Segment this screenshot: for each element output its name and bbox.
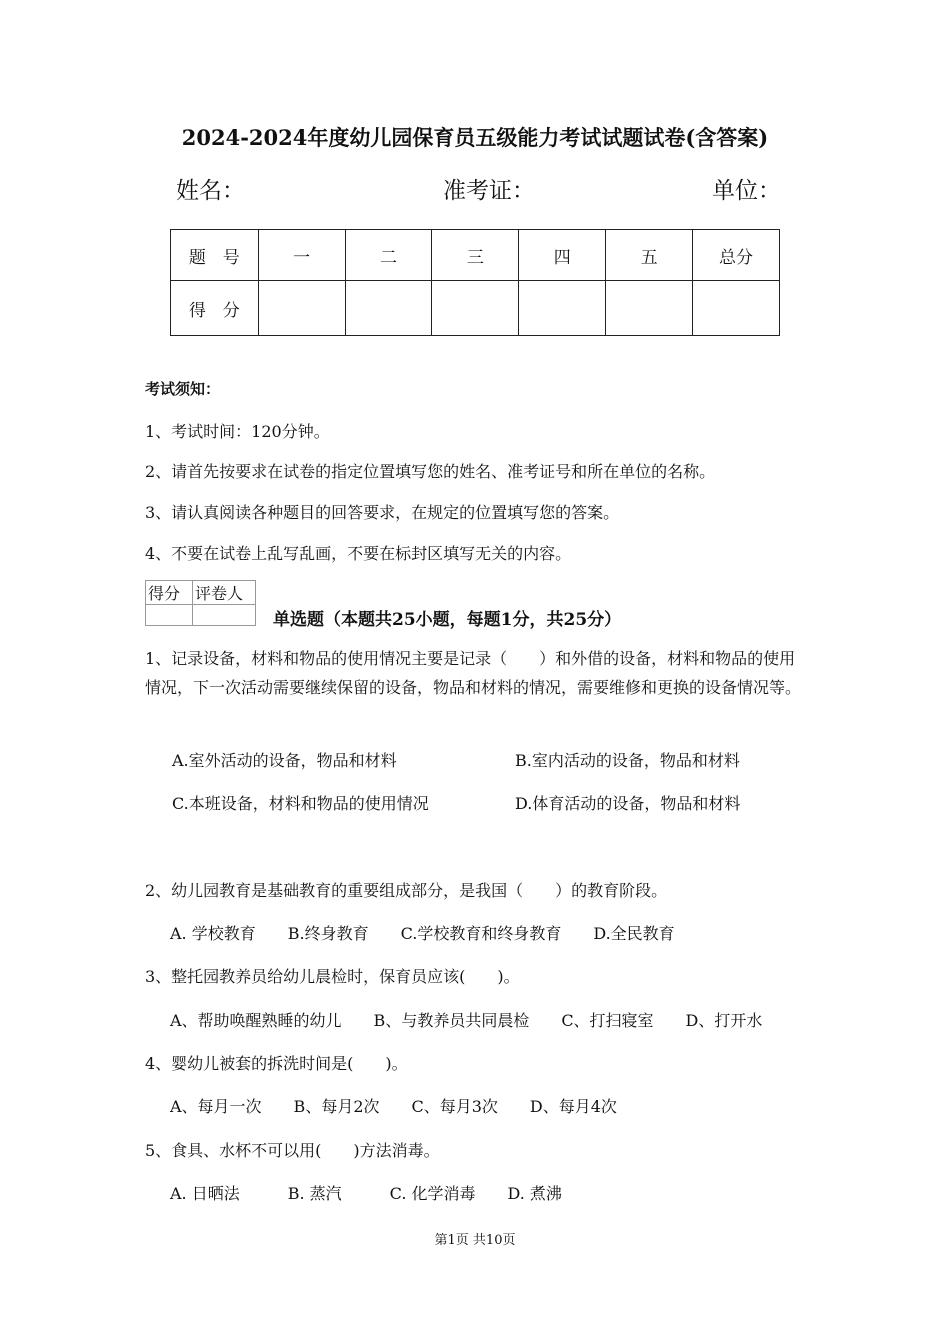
score-cell[interactable] — [258, 281, 345, 336]
score-table-header-cell: 一 — [258, 230, 345, 281]
name-field-label: 姓名： — [176, 178, 245, 204]
notice-item: 2、请首先按要求在试卷的指定位置填写您的姓名、准考证号和所在单位的名称。 — [145, 462, 716, 481]
score-row-label: 得 分 — [171, 281, 259, 336]
score-table-header-cell: 四 — [519, 230, 606, 281]
score-table-header-cell: 总分 — [693, 230, 780, 281]
question-2-text: 2、幼儿园教育是基础教育的重要组成部分，是我国（ ）的教育阶段。 — [145, 881, 668, 900]
score-table-header-cell: 二 — [345, 230, 432, 281]
score-cell[interactable] — [693, 281, 780, 336]
grader-reviewer-label: 评卷人 — [193, 581, 256, 605]
question-1-option-c: C.本班设备，材料和物品的使用情况 — [172, 794, 429, 813]
section-title: 单选题（本题共25小题，每题1分，共25分） — [273, 610, 622, 630]
score-table-header-cell: 三 — [432, 230, 519, 281]
notice-item: 4、不要在试卷上乱写乱画，不要在标封区填写无关的内容。 — [145, 544, 572, 563]
score-table — [170, 229, 780, 336]
question-1-option-d: D.体育活动的设备，物品和材料 — [515, 794, 741, 813]
question-3-options: A、帮助唤醒熟睡的幼儿 B、与教养员共同晨检 C、打扫寝室 D、打开水 — [170, 1011, 763, 1030]
question-2-options: A. 学校教育 B.终身教育 C.学校教育和终身教育 D.全民教育 — [170, 924, 675, 943]
exam-id-field-label: 准考证： — [443, 178, 535, 204]
score-table-header-row — [171, 230, 780, 281]
score-table-score-row — [171, 281, 780, 336]
notice-heading: 考试须知： — [145, 380, 221, 398]
score-cell[interactable] — [345, 281, 432, 336]
question-1-text: 1、记录设备，材料和物品的使用情况主要是记录（ ）和外借的设备，材料和物品的使用情况，下一次活动需要继续保留的设备，物品和材料的情况，需要维修和更换的设备情况等。 — [145, 649, 802, 697]
question-3-text: 3、整托园教养员给幼儿晨检时，保育员应该( )。 — [145, 967, 520, 986]
grader-reviewer-cell[interactable] — [193, 605, 256, 626]
exam-title: 2024-2024年度幼儿园保育员五级能力考试试题试卷(含答案) — [181, 125, 769, 150]
grader-box — [145, 580, 256, 626]
question-5-options: A. 日晒法 B. 蒸汽 C. 化学消毒 D. 煮沸 — [170, 1184, 562, 1203]
notice-item: 1、考试时间：120分钟。 — [145, 422, 330, 441]
score-cell[interactable] — [519, 281, 606, 336]
grader-score-cell[interactable] — [146, 605, 193, 626]
score-table-header-cell: 题 号 — [171, 230, 259, 281]
question-1-option-b: B.室内活动的设备，物品和材料 — [515, 751, 740, 770]
grader-score-label: 得分 — [146, 581, 193, 605]
notice-item: 3、请认真阅读各种题目的回答要求，在规定的位置填写您的答案。 — [145, 503, 620, 522]
question-5-text: 5、食具、水杯不可以用( )方法消毒。 — [145, 1141, 440, 1160]
unit-field-label: 单位： — [712, 178, 781, 204]
score-cell[interactable] — [606, 281, 693, 336]
question-4-options: A、每月一次 B、每月2次 C、每月3次 D、每月4次 — [170, 1097, 617, 1116]
score-table-header-cell: 五 — [606, 230, 693, 281]
question-4-text: 4、婴幼儿被套的拆洗时间是( )。 — [145, 1054, 408, 1073]
question-1-option-a: A.室外活动的设备，物品和材料 — [172, 751, 397, 770]
score-cell[interactable] — [432, 281, 519, 336]
page-footer: 第1页 共10页 — [434, 1233, 516, 1248]
